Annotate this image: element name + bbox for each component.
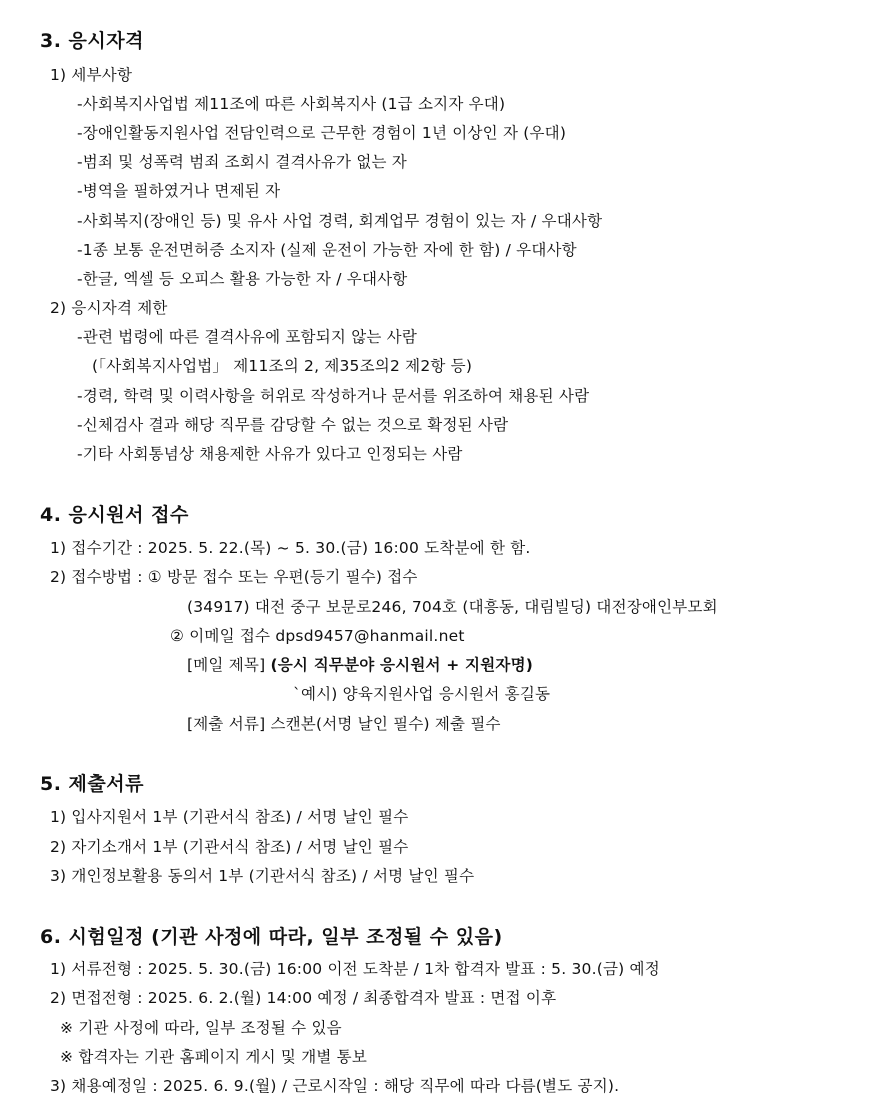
- mailing-address: (34917) 대전 중구 보문로246, 704호 (대흥동, 대림빌딩) 대전장애인부모회: [187, 598, 718, 616]
- section-3-sub1-label: 1) 세부사항: [50, 66, 133, 84]
- submission-document-note: [제출 서류] 스캔본(서명 날인 필수) 제출 필수: [187, 715, 501, 733]
- application-method: 2) 접수방법 : ① 방문 접수 또는 우편(등기 필수) 접수: [50, 568, 418, 586]
- document-item: 3) 개인정보활용 동의서 1부 (기관서식 참조) / 서명 날인 필수: [50, 867, 475, 885]
- mail-title-value: (응시 직무분야 응시원서 + 지원자명): [270, 656, 534, 674]
- application-period: 1) 접수기간 : 2025. 5. 22.(목) ~ 5. 30.(금) 16:00 도착분에 한 함.: [50, 539, 531, 557]
- schedule-note: ※ 합격자는 기관 홈페이지 게시 및 개별 통보: [60, 1048, 368, 1066]
- qualification-item: -병역을 필하였거나 면제된 자: [77, 182, 281, 200]
- qualification-item: -사회복지(장애인 등) 및 유사 사업 경력, 회계업무 경험이 있는 자 / 우대사항: [77, 212, 603, 230]
- qualification-item: -장애인활동지원사업 전담인력으로 근무한 경험이 1년 이상인 자 (우대): [77, 124, 567, 142]
- section-6-heading: 6. 시험일정 (기관 사정에 따라, 일부 조정될 수 있음): [40, 926, 503, 948]
- qualification-item: -1종 보통 운전면허증 소지자 (실제 운전이 가능한 자에 한 함) / 우대사항: [77, 241, 577, 259]
- qualification-item: -사회복지사업법 제11조에 따른 사회복지사 (1급 소지자 우대): [77, 95, 506, 113]
- section-3-heading: 3. 응시자격: [40, 30, 144, 52]
- section-5-heading: 5. 제출서류: [40, 773, 144, 795]
- mail-title-example: `예시) 양육지원사업 응시원서 홍길동: [293, 685, 551, 703]
- section-3-sub2-label: 2) 응시자격 제한: [50, 299, 168, 317]
- qualification-item: -범죄 및 성폭력 범죄 조회시 결격사유가 없는 자: [77, 153, 407, 171]
- schedule-item: 3) 채용예정일 : 2025. 6. 9.(월) / 근로시작일 : 해당 직무에 따라 다름(별도 공지).: [50, 1077, 620, 1095]
- restriction-item: (「사회복지사업법」 제11조의 2, 제35조의2 제2항 등): [92, 357, 473, 375]
- mail-title-row: [187, 655, 533, 675]
- document-item: 1) 입사지원서 1부 (기관서식 참조) / 서명 날인 필수: [50, 808, 409, 826]
- section-4-heading: 4. 응시원서 접수: [40, 504, 189, 526]
- document-item: 2) 자기소개서 1부 (기관서식 참조) / 서명 날인 필수: [50, 838, 409, 856]
- mail-title-label: [메일 제목]: [187, 656, 266, 674]
- restriction-item: -기타 사회통념상 채용제한 사유가 있다고 인정되는 사람: [77, 445, 463, 463]
- schedule-note: ※ 기관 사정에 따라, 일부 조정될 수 있음: [60, 1019, 342, 1037]
- restriction-item: -경력, 학력 및 이력사항을 허위로 작성하거나 문서를 위조하여 채용된 사람: [77, 387, 590, 405]
- restriction-item: -관련 법령에 따른 결격사유에 포함되지 않는 사람: [77, 328, 418, 346]
- schedule-item: 1) 서류전형 : 2025. 5. 30.(금) 16:00 이전 도착분 / 1차 합격자 발표 : 5. 30.(금) 예정: [50, 960, 660, 978]
- qualification-item: -한글, 엑셀 등 오피스 활용 가능한 자 / 우대사항: [77, 270, 408, 288]
- schedule-item: 2) 면접전형 : 2025. 6. 2.(월) 14:00 예정 / 최종합격자 발표 : 면접 이후: [50, 989, 557, 1007]
- email-application: ② 이메일 접수 dpsd9457@hanmail.net: [170, 627, 465, 645]
- restriction-item: -신체검사 결과 해당 직무를 감당할 수 없는 것으로 확정된 사람: [77, 416, 509, 434]
